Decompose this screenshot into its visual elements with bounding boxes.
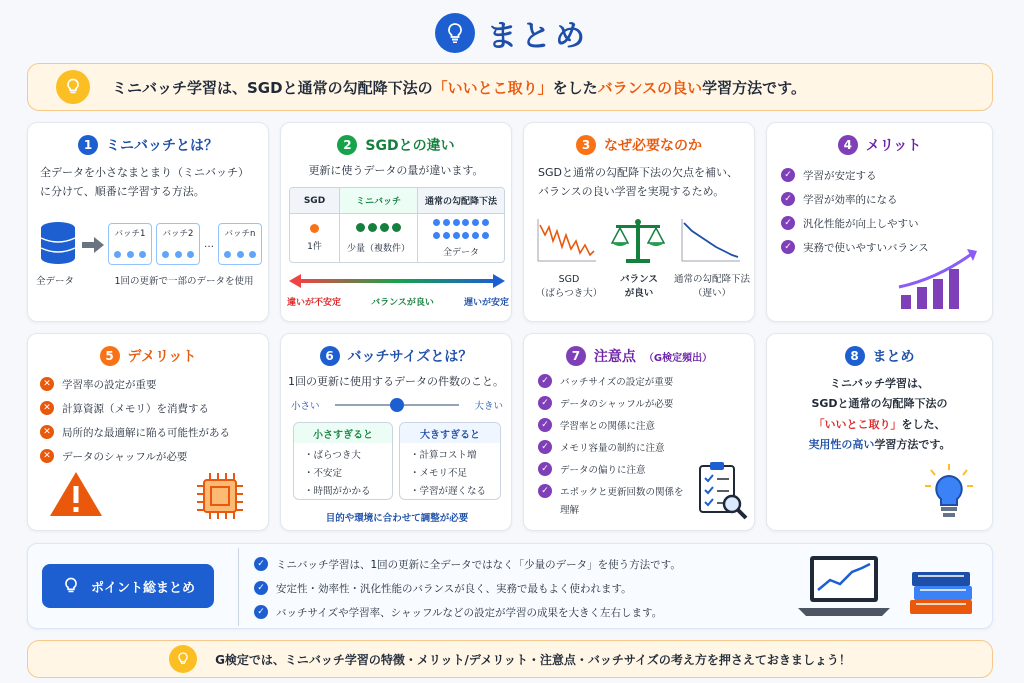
arrow-right-label: 遅いが安定	[463, 298, 509, 308]
title-text: まとめ	[487, 19, 589, 54]
demerit-list	[28, 366, 268, 468]
database-icon	[38, 221, 78, 271]
caution-list: ✓ バッチサイズの設定が重要 ✓ データのシャッフルが必要 ✓ 学習率との関係に注意 ✓ メモリ容量の制約に注意 ✓ データの偏りに注意 ✓ エポックと更新回数の関係を 理解	[524, 366, 754, 516]
all-data-label: 全データ	[36, 276, 75, 287]
list-item: ✓ バッチサイズや学習率、シャッフルなどの設定が学習の成果を大きく左右します。	[254, 600, 681, 624]
batch-list	[108, 223, 262, 265]
check-icon: ✓	[781, 240, 795, 254]
card-title: 6 バッチサイズとは？	[281, 346, 511, 366]
footer-banner	[27, 640, 993, 678]
check-icon: ✓	[254, 581, 268, 595]
batch-caption: 1回の更新で一部のデータを使用	[114, 276, 254, 287]
check-icon: ✓	[781, 216, 795, 230]
card-title: 2 SGDとの違い	[281, 135, 511, 155]
slider-small-label: 小さい	[291, 401, 320, 412]
check-icon: ✓	[538, 462, 552, 476]
cross-icon: ✕	[40, 449, 54, 463]
ellipsis: …	[204, 238, 214, 250]
chip-icon	[194, 470, 246, 526]
list-item: ✓ データのシャッフルが必要	[538, 392, 754, 414]
list-item: ✕ データのシャッフルが必要	[40, 444, 268, 468]
slider-knob	[390, 398, 404, 412]
slider-large-label: 大きい	[474, 401, 503, 412]
too-small-box: 小さすぎると ・ばらつき大 ・不安定 ・時間がかかる	[293, 422, 393, 500]
point-list	[254, 552, 681, 624]
summary-text: ミニバッチ学習は、 SGDと通常の勾配降下法の 「いいとこ取り」をした、 実用性の高い学習方法です。	[808, 377, 951, 452]
list-item: ✓ ミニバッチ学習は、1回の更新に全データではなく「少量のデータ」を使う方法です。	[254, 552, 681, 576]
growth-chart-icon	[897, 247, 981, 317]
list-item: ✕ 計算資源（メモリ）を消費する	[40, 396, 268, 420]
arrow-left-label: 違いが不安定	[287, 298, 342, 308]
lightbulb-icon	[921, 462, 977, 526]
warning-icon	[48, 470, 104, 522]
check-icon: ✓	[538, 418, 552, 432]
list-item: ✕ 学習率の設定が重要	[40, 372, 268, 396]
card-cautions	[523, 333, 755, 531]
balance-scale-icon	[610, 217, 666, 269]
cross-icon: ✕	[40, 377, 54, 391]
books-icon	[906, 566, 978, 622]
check-icon: ✓	[538, 374, 552, 388]
arrow-right-icon	[82, 237, 104, 257]
list-item: ✓ バッチサイズの設定が重要	[538, 370, 754, 392]
batch-box: バッチ1	[108, 223, 152, 265]
card-summary	[766, 333, 993, 531]
card-sgd-difference: 2 SGDとの違い 更新に使うデータの量が違います。 SGD 1件 ミニバッチ 少量（複数件） 通常の勾配降下法 全データ 違いが不安定 バランスが良い 遅いが安定	[280, 122, 512, 322]
card-title: 7 注意点 （G検定頻出）	[524, 346, 754, 366]
check-icon: ✓	[254, 557, 268, 571]
list-item: ✓ エポックと更新回数の関係を	[538, 480, 754, 502]
card-demerits	[27, 333, 269, 531]
card-title: 3 なぜ必要なのか	[524, 135, 754, 155]
list-item: ✕ 局所的な最適解に陥る可能性がある	[40, 420, 268, 444]
arrow-mid-label: バランスが良い	[371, 298, 434, 308]
card-title: 5 デメリット	[28, 346, 268, 366]
merit-list	[767, 155, 992, 259]
check-icon: ✓	[538, 440, 552, 454]
list-item: ✓ 学習率との関係に注意	[538, 414, 754, 436]
card-title: 1 ミニバッチとは？	[28, 135, 268, 155]
check-icon: ✓	[781, 168, 795, 182]
card-title: 8 まとめ	[767, 346, 992, 366]
cross-icon: ✕	[40, 401, 54, 415]
sgd-noisy-chart-icon	[536, 217, 598, 267]
laptop-icon	[796, 550, 892, 628]
list-item: ✓ データの偏りに注意	[538, 458, 754, 480]
list-item: ✓ 学習が効率的になる	[781, 187, 992, 211]
banner-text: ミニバッチ学習は、SGDと通常の勾配降下法の「いいとこ取り」をしたバランスの良い学習方法です。	[112, 78, 806, 97]
batch-size-slider	[291, 398, 503, 412]
point-summary-panel	[27, 543, 993, 629]
slider-track	[335, 404, 459, 406]
check-icon: ✓	[538, 484, 552, 498]
batch-box: バッチn	[218, 223, 262, 265]
card-title: 4 メリット	[767, 135, 992, 155]
lightbulb-icon	[435, 13, 475, 53]
list-item: ✓ メモリ容量の制約に注意	[538, 436, 754, 458]
comparison-table: SGD 1件 ミニバッチ 少量（複数件） 通常の勾配降下法 全データ	[289, 187, 505, 263]
card-merits	[766, 122, 993, 322]
check-icon: ✓	[254, 605, 268, 619]
point-summary-button[interactable]: ポイント総まとめ	[42, 564, 214, 608]
card-why-needed: 3 なぜ必要なのか SGDと通常の勾配降下法の欠点を補い、 バランスの良い学習を実現するため。 SGD （ばらつき大） バランス が良い 通常の勾配降下法 （遅い）	[523, 122, 755, 322]
lightbulb-icon	[61, 576, 81, 596]
card-batch-size: 6 バッチサイズとは？ 1回の更新に使用するデータの件数のこと。 小さい 大きい 小さすぎると ・ばらつき大 ・不安定 ・時間がかかる 大きすぎると ・計算コスト増 ・メモリ不足 ・学習が遅くなる 目的や環境に合わせて調整が必要	[280, 333, 512, 531]
cross-icon: ✕	[40, 425, 54, 439]
summary-banner	[27, 63, 993, 111]
footer-text: G検定では、ミニバッチ学習の特徴・メリット/デメリット・注意点・バッチサイズの考え方を押さえておきましょう！	[215, 652, 851, 667]
lightbulb-icon	[169, 645, 197, 673]
batch-size-footer: 目的や環境に合わせて調整が必要	[325, 513, 469, 524]
too-large-box: 大きすぎると ・計算コスト増 ・メモリ不足 ・学習が遅くなる	[399, 422, 501, 500]
checklist-magnifier-icon	[696, 460, 750, 526]
card-minibatch-definition: 1 ミニバッチとは？ 全データを小さなまとまり（ミニバッチ） に分けて、順番に学習する方法。 全データ バッチ1 バッチ2 … バッチn 1回の更新で一部のデータを使用	[27, 122, 269, 322]
gradient-arrow	[289, 273, 505, 293]
list-item: ✓ 汎化性能が向上しやすい	[781, 211, 992, 235]
batch-box: バッチ2	[156, 223, 200, 265]
check-icon: ✓	[538, 396, 552, 410]
check-icon: ✓	[781, 192, 795, 206]
list-item: ✓ 学習が安定する	[781, 163, 992, 187]
list-item: ✓ 実務で使いやすいバランス	[781, 235, 992, 259]
gd-smooth-chart-icon	[680, 217, 742, 267]
lightbulb-icon	[56, 70, 90, 104]
page-title	[400, 8, 624, 58]
list-item: ✓ 安定性・効率性・汎化性能のバランスが良く、実務で最もよく使われます。	[254, 576, 681, 600]
divider	[238, 548, 239, 626]
